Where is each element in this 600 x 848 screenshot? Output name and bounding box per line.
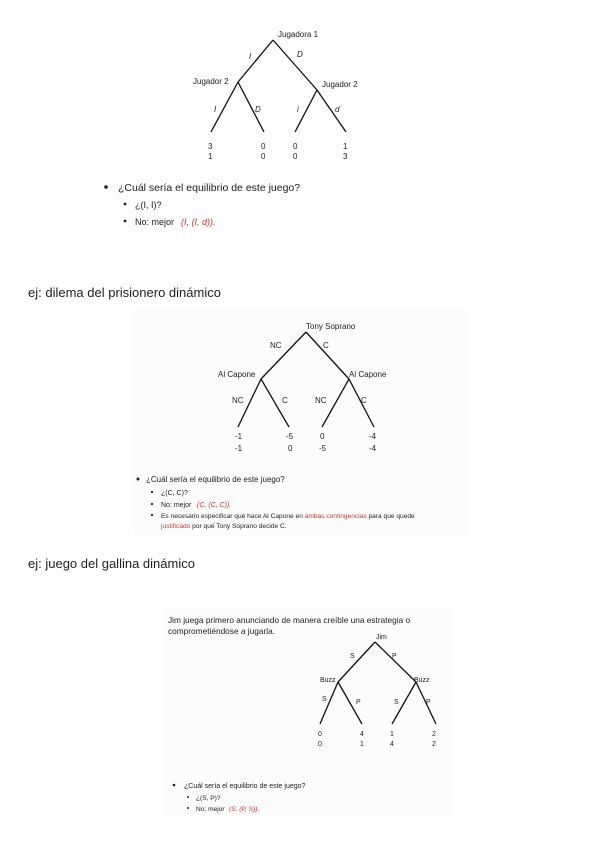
game3-p1-right-label: P xyxy=(392,653,397,660)
game2-slide xyxy=(134,310,468,535)
game3-p2-left-player: Buzz xyxy=(320,677,336,684)
game3-question: ¿Cuál sería el equilibrio de este juego? xyxy=(184,783,306,790)
game1-payoff-3-bottom: 0 xyxy=(293,152,298,161)
game3-payoff-3-top: 1 xyxy=(390,731,394,738)
game1-p2r-left-label: i xyxy=(297,105,299,114)
game2-payoff-1-bottom: -1 xyxy=(235,444,243,453)
game2-branch-p1-left xyxy=(261,332,306,379)
game3-payoff-2-bottom: 1 xyxy=(360,741,364,748)
game3-payoff-1-bottom: 0 xyxy=(318,741,322,748)
game2-answer1: ¿(C, C)? xyxy=(161,490,188,497)
game2-answer2-value: (C, (C, C)). xyxy=(197,502,232,509)
game1-branch-p1-right xyxy=(273,40,317,90)
bullet-icon xyxy=(151,491,153,493)
game1-player1: Jugadora 1 xyxy=(278,30,319,39)
game2-answer3-line1: Es necesario especificar qué hace Al Capone en ambas contingencias para que quede xyxy=(161,513,415,520)
bullet-icon xyxy=(151,514,153,516)
game2-p2l-left-label: NC xyxy=(232,396,244,405)
game3-p2r-left-label: S xyxy=(394,699,399,706)
game2-p2l-right-label: C xyxy=(282,396,288,405)
game1-branch-p2r-right xyxy=(317,90,346,132)
bullet-icon xyxy=(187,796,189,798)
game1-branch-p1-left xyxy=(238,40,273,82)
game2-question: ¿Cuál sería el equilibrio de este juego? xyxy=(146,475,285,484)
game2-tree xyxy=(134,310,468,535)
game3-intro-line1: Jim juega primero anunciando de manera creíble una estrategia o xyxy=(168,615,411,625)
game1-payoff-1-bottom: 1 xyxy=(208,152,213,161)
game1-payoff-2-top: 0 xyxy=(261,142,266,151)
game3-p2r-right-label: P xyxy=(426,699,431,706)
game2-p2r-right-label: C xyxy=(361,396,367,405)
game3-answer2-prefix: No: mejor xyxy=(196,806,225,813)
game2-payoff-2-bottom: 0 xyxy=(288,444,293,453)
game1-payoff-4-top: 1 xyxy=(343,142,348,151)
game1-p1-left-label: I xyxy=(249,52,252,61)
game2-p2-right-player: Al Capone xyxy=(349,370,387,379)
game3-answer2-value: (S, (P, S)). xyxy=(229,806,260,813)
game3-p2l-left-label: S xyxy=(322,696,327,703)
game1-slide xyxy=(95,28,420,232)
game3-p1-left-label: S xyxy=(350,653,355,660)
game3-payoff-4-bottom: 2 xyxy=(432,741,436,748)
game1-p2l-right-label: D xyxy=(255,105,261,114)
game1-p2l-left-label: I xyxy=(214,105,217,114)
game1-payoff-3-top: 0 xyxy=(293,142,298,151)
game3-answer1: ¿(S, P)? xyxy=(196,795,221,802)
game3-tree xyxy=(164,608,454,816)
game3-branch-p1-left xyxy=(338,642,375,682)
game1-question: ¿Cuál sería el equilibrio de este juego? xyxy=(118,182,301,194)
game1-payoff-4-bottom: 3 xyxy=(343,152,348,161)
game2-p2r-left-label: NC xyxy=(315,396,327,405)
game2-payoff-3-top: 0 xyxy=(320,432,325,441)
game3-payoff-1-top: 0 xyxy=(318,731,322,738)
bullet-icon xyxy=(124,220,127,223)
game3-intro-line2: comprometiéndose a jugarla. xyxy=(168,626,275,636)
game1-p2-right-player: Jugador 2 xyxy=(322,80,358,89)
bullet-icon xyxy=(137,478,140,481)
game1-payoff-2-bottom: 0 xyxy=(261,152,266,161)
game3-payoff-2-top: 4 xyxy=(360,731,364,738)
game1-p2r-right-label: d xyxy=(335,105,340,114)
game3-slide xyxy=(164,608,454,816)
game1-answer1: ¿(I, I)? xyxy=(135,200,162,210)
game1-payoff-1-top: 3 xyxy=(208,142,213,151)
game3-p2l-right-label: P xyxy=(356,699,361,706)
game1-p2-left-player: Jugador 2 xyxy=(193,77,229,86)
game3-player1: Jim xyxy=(376,634,387,641)
bullet-icon xyxy=(151,503,153,505)
game2-payoff-2-top: -5 xyxy=(286,432,294,441)
bullet-icon xyxy=(124,203,127,206)
game2-payoff-4-top: -4 xyxy=(369,432,377,441)
bullet-icon xyxy=(187,807,189,809)
game1-tree xyxy=(95,28,420,232)
game3-branch-p1-right xyxy=(375,642,416,682)
game2-payoff-4-bottom: -4 xyxy=(369,444,377,453)
game2-branch-p1-right xyxy=(306,332,349,379)
game2-p1-left-label: NC xyxy=(270,341,282,350)
section2-title: ej: dilema del prisionero dinámico xyxy=(28,285,221,300)
game2-p2-left-player: Al Capone xyxy=(218,370,256,379)
game2-player1: Tony Soprano xyxy=(306,322,356,331)
game3-payoff-4-top: 2 xyxy=(432,731,436,738)
bullet-icon xyxy=(173,784,176,787)
bullet-icon xyxy=(104,185,108,189)
game3-payoff-3-bottom: 4 xyxy=(390,741,394,748)
section3-title: ej: juego del gallina dinámico xyxy=(28,556,195,571)
game1-answer2-prefix: No: mejor xyxy=(135,217,175,227)
game1-p1-right-label: D xyxy=(297,50,303,59)
game2-p1-right-label: C xyxy=(323,341,329,350)
game2-answer2-prefix: No: mejor xyxy=(161,502,192,509)
game2-answer3-line2: justificado por qué Tony Soprano decide C. xyxy=(161,523,287,530)
game1-answer2-value: (I, (I, d)). xyxy=(181,217,216,227)
game2-payoff-1-top: -1 xyxy=(235,432,243,441)
game2-payoff-3-bottom: -5 xyxy=(319,444,327,453)
game3-branch-p2l-left xyxy=(320,682,338,724)
game3-p2-right-player: Buzz xyxy=(414,677,430,684)
